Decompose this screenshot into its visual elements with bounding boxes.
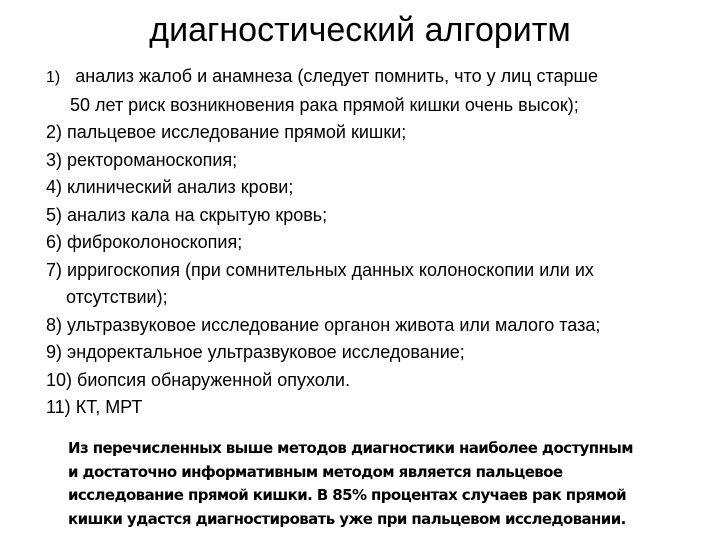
list-item	[46, 63, 716, 119]
list-item-text: ректороманоскопия;	[67, 149, 238, 170]
list-item-text: ультразвуковое исследование органон живота или малого таза;	[67, 314, 601, 335]
list-item-number: 5)	[46, 204, 63, 225]
conclusion-note	[68, 437, 708, 531]
list-item-text-continued: 50 лет риск возникновения рака прямой кишки очень высок);	[70, 94, 579, 115]
list-item-text: эндоректальное ультразвуковое исследование;	[67, 342, 465, 362]
list-item-number: 9)	[46, 342, 63, 362]
note-line: кишки удастся диагностировать уже при пальцевом исследовании.	[68, 509, 626, 528]
list-item-number: 8)	[46, 314, 63, 335]
list-item-number: 1)	[46, 69, 61, 86]
list-item-number: 4)	[46, 177, 63, 197]
list-item-number: 2)	[46, 122, 63, 142]
note-line: и достаточно информативным методом является пальцевое	[68, 462, 563, 481]
list-item-text: анализ жалоб и анамнеза (следует помнить, что у лиц старше	[75, 66, 598, 86]
algorithm-list	[46, 63, 716, 422]
list-item-number: 11)	[46, 397, 71, 417]
list-item-number: 3)	[46, 149, 63, 170]
note-line: исследование прямой кишки. В 85% процентах случаев рак прямой	[68, 486, 627, 504]
list-item-text: анализ кала на скрытую кровь;	[67, 204, 328, 225]
list-item	[46, 147, 716, 175]
note-line: Из перечисленных выше методов диагностики наиболее доступным	[68, 439, 633, 457]
list-item-text-continued: отсутствии);	[66, 287, 168, 307]
list-item	[46, 202, 716, 230]
list-item	[46, 394, 716, 422]
list-item	[46, 339, 716, 367]
list-item-number: 10)	[46, 369, 73, 390]
list-item	[46, 229, 716, 257]
list-item-text: биопсия обнаруженной опухоли.	[77, 369, 350, 390]
list-item	[46, 119, 716, 147]
list-item	[46, 174, 716, 202]
list-item	[46, 312, 716, 340]
list-item-text: клинический анализ крови;	[67, 177, 294, 197]
slide-title: диагностический алгоритм	[149, 11, 571, 49]
list-item-number: 7)	[46, 259, 63, 280]
list-item-text: КТ, МРТ	[75, 397, 143, 417]
list-item-number: 6)	[46, 232, 63, 252]
list-item-text: ирригоскопия (при сомнительных данных колоноскопии или их	[67, 259, 594, 280]
list-item-text: фиброколоноскопия;	[67, 232, 243, 252]
list-item	[46, 257, 716, 312]
list-item-text: пальцевое исследование прямой кишки;	[67, 122, 407, 142]
list-item	[46, 367, 716, 395]
